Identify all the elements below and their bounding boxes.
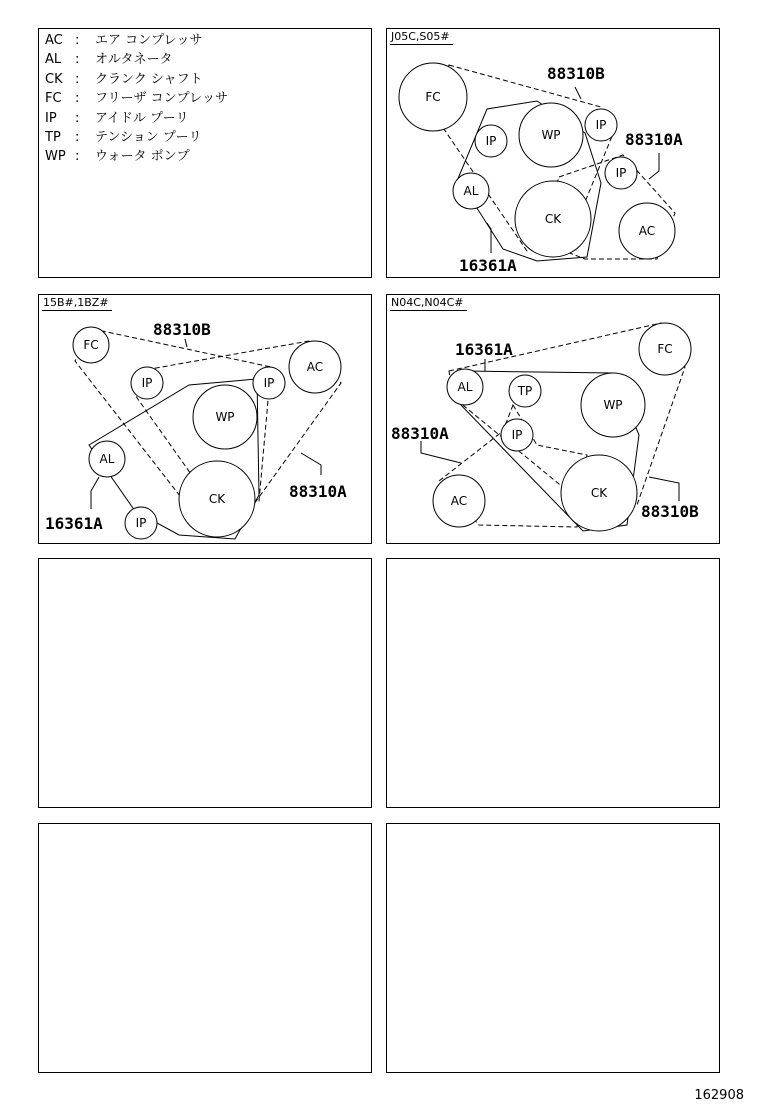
belt-diagram-j05c-svg [387,29,721,279]
legend-panel [38,28,372,278]
legend-item: AL : オルタネータ [45,52,173,68]
part-number-88310a: 88310A [289,482,347,501]
part-number-88310b: 88310B [641,502,699,521]
engine-model-tag: 15B#,1BZ# [42,296,112,311]
pulley-label-wp: WP [603,398,623,412]
pulley-label-fc: FC [657,342,673,356]
legend-item: WP : ウォータ ポンプ [45,149,190,165]
drawing-number: 162908 [694,1088,744,1103]
part-number-88310a: 88310A [391,424,449,443]
part-number-16361a: 16361A [459,256,517,275]
belt-diagram-n04c-svg [387,295,721,545]
part-number-88310b: 88310B [153,320,211,339]
pulley-label-ac: AC [306,360,324,374]
pulley-label-fc: FC [425,90,441,104]
pulley-label-ac: AC [450,494,468,508]
leader-line [185,339,187,347]
pulley-label-fc: FC [83,338,99,352]
pulley-label-tp: TP [517,384,533,398]
pulley-label-wp: WP [215,410,235,424]
part-number-88310b: 88310B [547,64,605,83]
leader-line [575,87,581,99]
pulley-label-al: AL [457,380,473,394]
leader-line [649,477,679,501]
empty-panel [386,823,720,1073]
leader-line [421,441,461,463]
pulley-label-ip: IP [141,376,153,390]
belt-diagram-15b [38,294,372,544]
pulley-label-ip: IP [511,428,523,442]
part-number-88310a: 88310A [625,130,683,149]
part-number-16361a: 16361A [455,340,513,359]
pulley-label-al: AL [99,452,115,466]
leader-line [649,153,659,179]
pulley-label-ck: CK [590,486,608,500]
pulley-label-ip: IP [485,134,497,148]
belt-diagram-n04c [386,294,720,544]
engine-model-tag: J05C,S05# [390,30,453,45]
engine-model-tag: N04C,N04C# [390,296,467,311]
pulley-label-ac: AC [638,224,656,238]
empty-panel [38,558,372,808]
belt-diagram-j05c [386,28,720,278]
pulley-label-ck: CK [208,492,226,506]
leader-line [91,477,99,509]
empty-panel [386,558,720,808]
leader-line [301,453,321,475]
part-number-16361a: 16361A [45,514,103,533]
pulley-label-ip: IP [595,118,607,132]
pulley-label-ip: IP [263,376,275,390]
pulley-label-wp: WP [541,128,561,142]
pulley-label-ip: IP [615,166,627,180]
legend-item: AC : エア コンプレッサ [45,33,203,48]
legend-item: IP : アイドル プーリ [45,110,189,126]
legend-item: TP : テンション プーリ [45,130,202,146]
legend-list [45,31,228,167]
legend-item: FC : フリーザ コンプレッサ [45,91,228,107]
legend-item: CK : クランク シャフト [45,71,203,87]
pulley-label-al: AL [463,184,479,198]
empty-panel [38,823,372,1073]
belt-diagram-15b-svg [39,295,373,545]
pulley-label-ck: CK [544,212,562,226]
pulley-label-ip: IP [135,516,147,530]
